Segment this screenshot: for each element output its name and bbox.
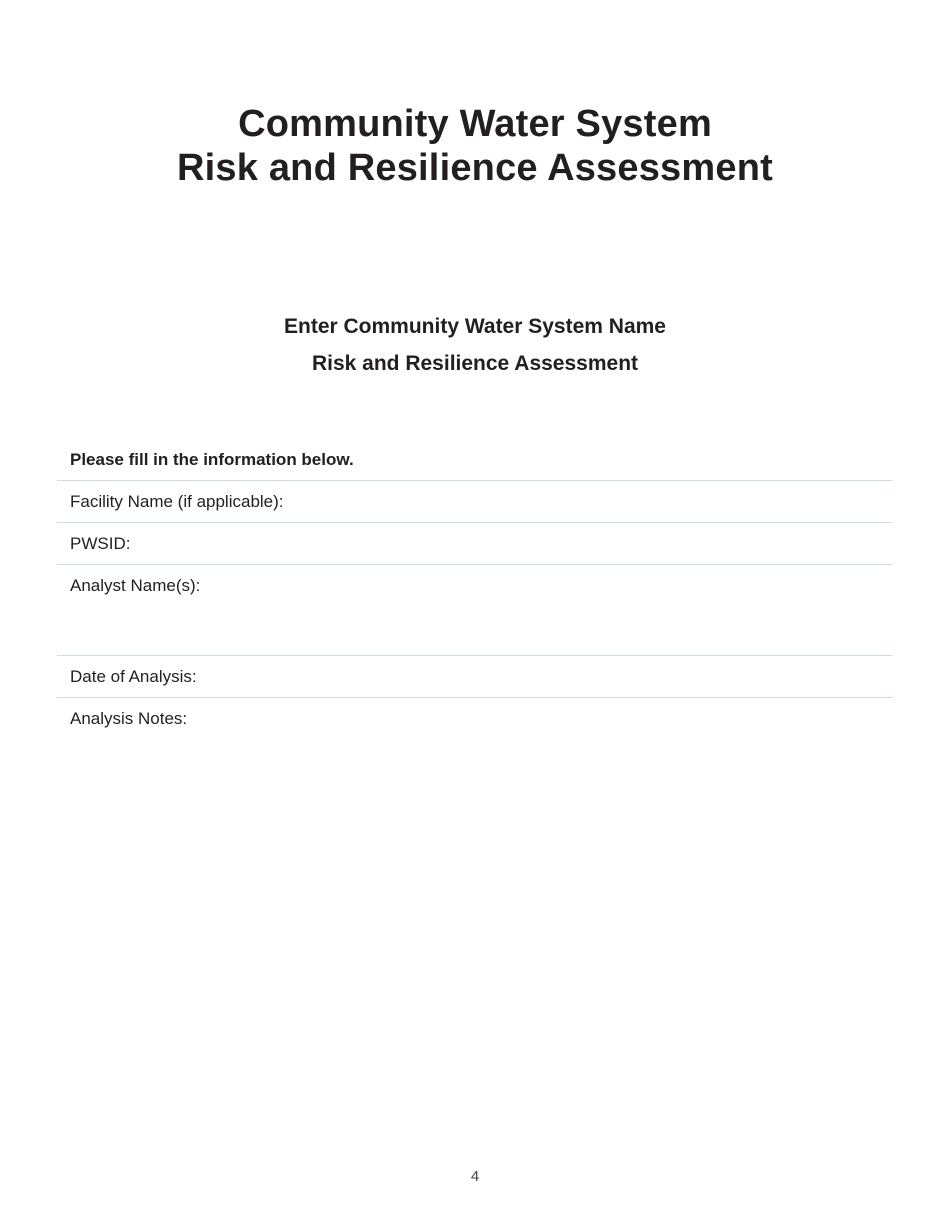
subtitle-assessment: Risk and Resilience Assessment [311,352,639,375]
analyst-names-label: Analyst Name(s): [70,576,201,595]
document-title [0,102,950,190]
title-line-2: Risk and Resilience Assessment [177,147,773,189]
pwsid-label: PWSID: [70,534,131,553]
facility-name-field[interactable] [57,480,893,522]
facility-name-label: Facility Name (if applicable): [70,492,284,511]
analysis-notes-field[interactable] [57,697,893,739]
information-form [57,440,893,739]
analysis-notes-label: Analysis Notes: [70,709,188,728]
analyst-names-field[interactable] [57,564,893,655]
form-instruction: Please fill in the information below. [70,450,354,469]
date-of-analysis-label: Date of Analysis: [70,667,197,686]
date-of-analysis-field[interactable] [57,655,893,697]
title-line-1: Community Water System [238,103,712,145]
system-name-field[interactable]: Enter Community Water System Name [284,315,666,338]
pwsid-field[interactable] [57,522,893,564]
page-number: 4 [470,1168,480,1185]
system-name-subtitle [0,311,950,380]
